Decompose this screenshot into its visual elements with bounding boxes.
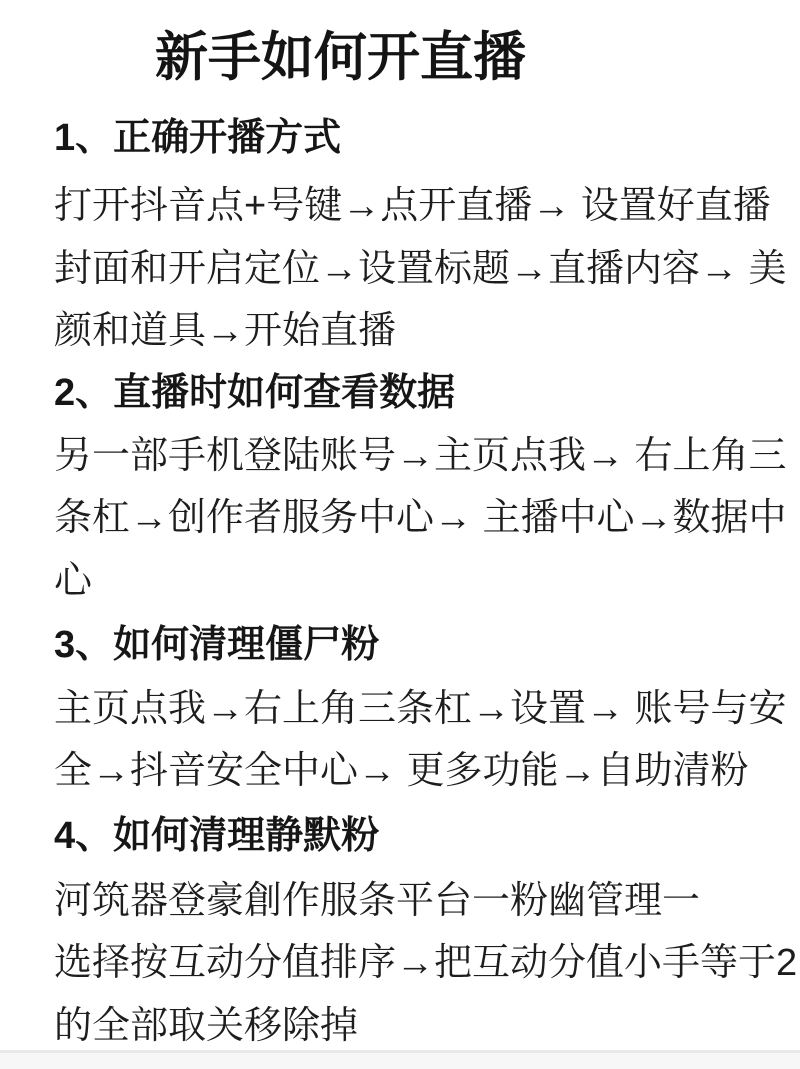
section-1-line-2: 封面和开启定位→设置标题→直播内容→ 美 xyxy=(54,248,787,290)
section-4-line-1: 河筑器登豪創作服条平台一粉幽管理一 xyxy=(54,880,701,922)
section-3-line-2: 全→抖音安全中心→ 更多功能→自助清粉 xyxy=(54,750,749,792)
section-1-heading: 1、正确开播方式 xyxy=(54,117,342,159)
section-2-line-2: 条杠→创作者服务中心→ 主播中心→数据中 xyxy=(54,497,787,539)
section-4-heading: 4、如何清理静默粉 xyxy=(54,815,380,857)
section-2-line-1: 另一部手机登陆账号→主页点我→ 右上角三 xyxy=(54,435,787,477)
section-3-heading: 3、如何清理僵尸粉 xyxy=(54,624,380,666)
section-2-heading: 2、直播时如何查看数据 xyxy=(54,372,456,414)
section-4-line-2: 选择按互动分值排序→把互动分值小手等于2 xyxy=(54,942,798,984)
section-1-line-3: 颜和道具→开始直播 xyxy=(54,310,397,352)
page-title: 新手如何开直播 xyxy=(155,28,526,87)
bottom-divider-bar xyxy=(0,1050,800,1069)
section-2-line-3: 心 xyxy=(54,560,93,602)
section-1-line-1: 打开抖音点+号键→点开直播→ 设置好直播 xyxy=(54,185,771,227)
section-4-line-3: 的全部取关移除掉 xyxy=(54,1005,359,1047)
section-3-line-1: 主页点我→右上角三条杠→设置→ 账号与安 xyxy=(54,688,787,730)
